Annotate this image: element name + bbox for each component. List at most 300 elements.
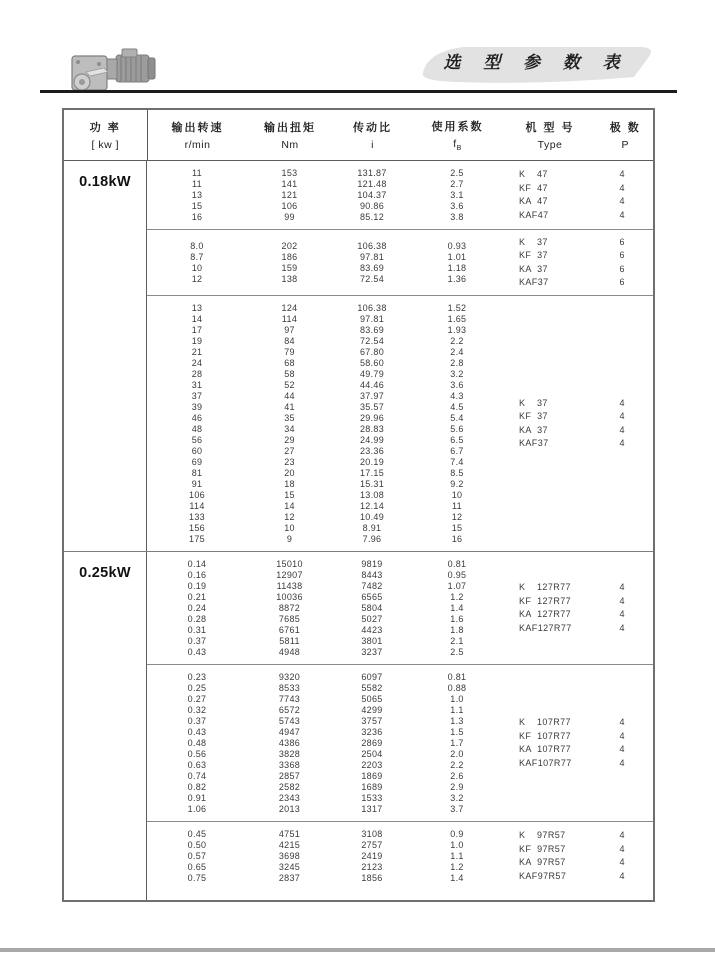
table-row xyxy=(147,782,502,793)
speed-cell: 16 xyxy=(191,211,203,222)
type-row xyxy=(502,871,652,883)
speed-cell: 10 xyxy=(191,262,203,273)
table-row xyxy=(147,592,502,603)
torque-cell: 4751 xyxy=(278,828,301,839)
speed-cell: 0.57 xyxy=(187,850,207,861)
table-row xyxy=(147,479,502,490)
torque-cell: 34 xyxy=(284,423,295,434)
torque-cell: 15 xyxy=(284,489,295,500)
ratio-cell: 2869 xyxy=(361,737,383,748)
ratio-cell: 5065 xyxy=(361,693,383,704)
ratio-cell: 5027 xyxy=(361,613,383,624)
factor-cell: 1.2 xyxy=(450,591,464,602)
model-cell: KA 37 xyxy=(519,424,548,435)
ratio-cell: 12.14 xyxy=(359,500,385,511)
factor-cell: 1.65 xyxy=(447,313,467,324)
factor-cell: 0.88 xyxy=(447,682,467,693)
speed-cell: 0.27 xyxy=(187,693,207,704)
factor-cell: 0.81 xyxy=(447,558,467,569)
table-row xyxy=(147,738,502,749)
col-header-ratio-unit: i xyxy=(371,139,374,151)
data-block xyxy=(147,229,653,295)
speed-cell: 0.82 xyxy=(187,781,207,792)
section-blocks xyxy=(147,161,653,551)
factor-cell: 3.1 xyxy=(450,189,464,200)
factor-cell: 2.7 xyxy=(450,178,464,189)
table-row xyxy=(147,851,502,862)
poles-cell: 6 xyxy=(619,250,625,260)
speed-cell: 19 xyxy=(191,335,203,346)
table-row xyxy=(147,501,502,512)
ratio-cell: 2203 xyxy=(361,759,383,770)
table-row xyxy=(147,190,502,201)
torque-cell: 5811 xyxy=(279,635,300,646)
ratio-cell: 1533 xyxy=(361,792,383,803)
torque-cell: 3368 xyxy=(278,759,301,770)
table-row xyxy=(147,683,502,694)
factor-cell: 3.7 xyxy=(450,803,464,814)
page-header xyxy=(40,36,677,94)
factor-cell: 9.2 xyxy=(450,478,464,489)
ratio-cell: 4423 xyxy=(361,624,383,635)
ratio-cell: 4299 xyxy=(361,704,383,715)
speed-cell: 0.43 xyxy=(187,646,207,657)
ratio-cell: 131.87 xyxy=(357,167,387,178)
type-row xyxy=(502,623,652,635)
ratio-cell: 83.69 xyxy=(359,262,385,273)
factor-cell: 5.4 xyxy=(450,412,464,423)
speed-cell: 39 xyxy=(191,401,203,412)
table-row xyxy=(147,274,502,285)
model-cell: KAF37 xyxy=(519,277,549,287)
factor-cell: 1.3 xyxy=(450,715,464,726)
model-cell: KAF47 xyxy=(519,209,549,220)
factor-cell: 2.2 xyxy=(450,759,464,770)
factor-cell: 12 xyxy=(451,511,463,522)
numeric-rows xyxy=(147,303,502,545)
factor-cell: 2.4 xyxy=(450,346,464,357)
table-row xyxy=(147,446,502,457)
model-cell: KA 37 xyxy=(519,263,548,274)
col-header-poles-unit: P xyxy=(621,139,629,151)
table-row xyxy=(147,694,502,705)
torque-cell: 2582 xyxy=(278,781,301,792)
speed-cell: 13 xyxy=(191,189,203,200)
type-row xyxy=(502,183,652,195)
model-cell: KA 127R77 xyxy=(519,609,572,619)
ratio-cell: 20.19 xyxy=(359,456,385,467)
factor-cell: 8.5 xyxy=(450,467,464,478)
model-cell: KF 37 xyxy=(519,411,548,421)
table-row xyxy=(147,771,502,782)
data-block xyxy=(147,295,653,551)
factor-cell: 6.7 xyxy=(450,445,464,456)
model-cell: KF 37 xyxy=(519,250,548,260)
table-row xyxy=(147,760,502,771)
speed-cell: 11 xyxy=(192,167,202,178)
factor-cell: 1.18 xyxy=(447,262,467,273)
table-row xyxy=(147,636,502,647)
poles-cell: 4 xyxy=(619,182,625,193)
speed-cell: 175 xyxy=(189,533,205,544)
torque-cell: 153 xyxy=(281,167,298,178)
speed-cell: 48 xyxy=(191,423,203,434)
ratio-cell: 7.96 xyxy=(362,533,382,544)
selection-parameter-table xyxy=(62,108,655,902)
ratio-cell: 1856 xyxy=(361,872,383,883)
table-row xyxy=(147,241,502,252)
table-row xyxy=(147,716,502,727)
ratio-cell: 9819 xyxy=(361,558,383,569)
torque-cell: 114 xyxy=(281,313,298,324)
torque-cell: 3828 xyxy=(278,748,301,759)
ratio-cell: 49.79 xyxy=(359,368,385,379)
col-header-power-unit: [ kw ] xyxy=(91,139,119,151)
section-blocks xyxy=(147,552,653,900)
ratio-cell: 104.37 xyxy=(357,189,387,200)
torque-cell: 141 xyxy=(281,178,298,189)
table-row xyxy=(147,413,502,424)
factor-cell: 1.8 xyxy=(450,624,464,635)
model-cell: K 47 xyxy=(519,169,548,179)
ratio-cell: 97.81 xyxy=(359,313,385,324)
ratio-cell: 15.31 xyxy=(359,478,385,489)
factor-cell: 11 xyxy=(452,500,462,511)
torque-cell: 202 xyxy=(281,240,298,251)
power-label: 0.18kW xyxy=(64,161,147,551)
poles-cell: 4 xyxy=(619,196,625,206)
speed-cell: 0.75 xyxy=(187,872,207,883)
torque-cell: 35 xyxy=(284,412,295,423)
ratio-cell: 8443 xyxy=(361,569,383,580)
page-title: 选 型 参 数 表 xyxy=(443,52,629,72)
torque-cell: 7743 xyxy=(278,693,301,704)
table-row xyxy=(147,490,502,501)
data-block xyxy=(147,161,653,229)
table-row xyxy=(147,829,502,840)
torque-cell: 4215 xyxy=(278,839,301,850)
speed-cell: 11 xyxy=(192,178,202,189)
model-cell: KAF107R77 xyxy=(519,757,572,768)
torque-cell: 52 xyxy=(284,379,295,390)
poles-cell: 4 xyxy=(619,424,625,435)
factor-cell: 1.1 xyxy=(450,704,464,715)
poles-cell: 4 xyxy=(619,169,625,179)
ratio-cell: 8.91 xyxy=(362,522,382,533)
ratio-cell: 121.48 xyxy=(357,178,387,189)
type-row xyxy=(502,830,652,842)
type-block xyxy=(502,582,652,634)
torque-cell: 11438 xyxy=(276,580,303,591)
ratio-cell: 3236 xyxy=(361,726,383,737)
table-row xyxy=(147,534,502,545)
table-row xyxy=(147,201,502,212)
table-row xyxy=(147,625,502,636)
factor-cell: 0.93 xyxy=(447,240,467,251)
col-header-torque xyxy=(248,110,333,160)
table-row xyxy=(147,581,502,592)
model-cell: KF 107R77 xyxy=(519,730,572,741)
poles-cell: 4 xyxy=(619,730,625,741)
factor-cell: 2.0 xyxy=(450,748,464,759)
power-label: 0.25kW xyxy=(64,552,147,900)
type-row xyxy=(502,609,652,621)
speed-cell: 69 xyxy=(191,456,203,467)
table-row xyxy=(147,168,502,179)
col-header-factor-symbol: $f_B$ xyxy=(453,137,462,153)
speed-cell: 91 xyxy=(191,478,203,489)
speed-cell: 12 xyxy=(191,273,203,284)
poles-cell: 6 xyxy=(619,263,625,274)
torque-cell: 2343 xyxy=(278,792,301,803)
table-row xyxy=(147,314,502,325)
torque-cell: 2013 xyxy=(278,803,301,814)
col-header-type xyxy=(503,110,598,160)
type-row xyxy=(502,425,652,437)
col-header-poles-zh: 极 数 xyxy=(609,122,641,134)
torque-cell: 10036 xyxy=(276,591,303,602)
table-row xyxy=(147,614,502,625)
speed-cell: 0.19 xyxy=(187,580,207,591)
factor-cell: 0.81 xyxy=(447,671,467,682)
factor-cell: 1.4 xyxy=(450,872,464,883)
speed-cell: 0.24 xyxy=(187,602,207,613)
poles-cell: 4 xyxy=(619,830,625,840)
ratio-cell: 44.46 xyxy=(359,379,385,390)
factor-cell: 3.2 xyxy=(450,792,464,803)
torque-cell: 9320 xyxy=(278,671,301,682)
speed-cell: 37 xyxy=(191,390,203,401)
factor-cell: 2.5 xyxy=(450,646,464,657)
speed-cell: 0.45 xyxy=(187,828,207,839)
torque-cell: 14 xyxy=(284,500,295,511)
table-row xyxy=(147,749,502,760)
ratio-cell: 106.38 xyxy=(357,302,387,313)
speed-cell: 31 xyxy=(191,379,203,390)
poles-cell: 4 xyxy=(619,757,625,768)
table-row xyxy=(147,358,502,369)
torque-cell: 23 xyxy=(284,456,295,467)
torque-cell: 106 xyxy=(281,200,298,211)
ratio-cell: 106.38 xyxy=(357,240,387,251)
speed-cell: 0.56 xyxy=(187,748,207,759)
torque-cell: 124 xyxy=(281,302,298,313)
ratio-cell: 10.49 xyxy=(359,511,385,522)
ratio-cell: 2504 xyxy=(361,748,383,759)
model-cell: KF 127R77 xyxy=(519,595,572,606)
speed-cell: 28 xyxy=(191,368,203,379)
table-row xyxy=(147,325,502,336)
poles-cell: 4 xyxy=(619,870,625,881)
col-header-power xyxy=(64,110,148,160)
poles-cell: 4 xyxy=(619,397,625,408)
ratio-cell: 72.54 xyxy=(359,335,385,346)
factor-cell: 3.2 xyxy=(450,368,464,379)
table-row xyxy=(147,212,502,223)
factor-cell: 2.6 xyxy=(450,770,464,781)
table-row xyxy=(147,468,502,479)
model-cell: KAF127R77 xyxy=(519,622,572,633)
speed-cell: 0.91 xyxy=(187,792,207,803)
torque-cell: 8533 xyxy=(278,682,301,693)
table-row xyxy=(147,457,502,468)
ratio-cell: 13.08 xyxy=(359,489,385,500)
factor-cell: 3.6 xyxy=(450,200,464,211)
type-row xyxy=(502,250,652,262)
speed-cell: 0.43 xyxy=(187,726,207,737)
type-row xyxy=(502,438,652,450)
poles-cell: 6 xyxy=(619,277,625,287)
numeric-rows xyxy=(147,672,502,815)
data-block xyxy=(147,552,653,664)
torque-cell: 44 xyxy=(284,390,295,401)
model-cell: K 127R77 xyxy=(519,582,571,592)
speed-cell: 0.14 xyxy=(187,558,207,569)
table-body xyxy=(64,161,653,900)
torque-cell: 18 xyxy=(284,478,295,489)
title-banner xyxy=(415,40,665,86)
table-row xyxy=(147,672,502,683)
type-block xyxy=(502,717,652,769)
col-header-poles xyxy=(598,110,654,160)
factor-cell: 3.8 xyxy=(450,211,464,222)
factor-cell: 2.5 xyxy=(450,167,464,178)
speed-cell: 0.16 xyxy=(187,569,207,580)
factor-cell: 6.5 xyxy=(450,434,464,445)
speed-cell: 1.06 xyxy=(187,803,207,814)
speed-cell: 156 xyxy=(189,522,205,533)
ratio-cell: 37.97 xyxy=(359,390,385,401)
factor-cell: 1.07 xyxy=(447,580,467,591)
col-header-power-zh: 功 率 xyxy=(89,122,121,134)
poles-cell: 4 xyxy=(619,438,625,448)
gearmotor-logo-icon xyxy=(64,42,164,97)
speed-cell: 14 xyxy=(191,313,203,324)
speed-cell: 21 xyxy=(191,346,203,357)
poles-cell: 4 xyxy=(619,857,625,867)
table-row xyxy=(147,705,502,716)
col-header-type-zh: 机 型 号 xyxy=(525,122,575,134)
data-block xyxy=(147,664,653,821)
torque-cell: 58 xyxy=(284,368,295,379)
speed-cell: 114 xyxy=(189,500,205,511)
factor-cell: 2.8 xyxy=(450,357,464,368)
power-section xyxy=(64,551,653,900)
table-row xyxy=(147,840,502,851)
table-row xyxy=(147,603,502,614)
factor-cell: 16 xyxy=(451,533,463,544)
torque-cell: 6572 xyxy=(278,704,301,715)
data-block xyxy=(147,821,653,890)
factor-cell: 1.36 xyxy=(447,273,467,284)
table-row xyxy=(147,424,502,435)
model-cell: KA 97R57 xyxy=(519,857,566,867)
table-row xyxy=(147,402,502,413)
torque-cell: 4386 xyxy=(278,737,301,748)
col-header-type-unit: Type xyxy=(537,139,563,151)
speed-cell: 0.25 xyxy=(187,682,207,693)
speed-cell: 15 xyxy=(191,200,203,211)
type-row xyxy=(502,264,652,276)
factor-cell: 10 xyxy=(451,489,463,500)
ratio-cell: 24.99 xyxy=(359,434,385,445)
speed-cell: 0.23 xyxy=(187,671,207,682)
model-cell: KAF37 xyxy=(519,438,549,448)
footer-bar xyxy=(0,948,715,953)
table-row xyxy=(147,336,502,347)
factor-cell: 4.3 xyxy=(450,390,464,401)
ratio-cell: 5582 xyxy=(361,682,383,693)
factor-cell: 1.0 xyxy=(450,839,464,850)
speed-cell: 17 xyxy=(191,324,203,335)
torque-cell: 41 xyxy=(284,401,295,412)
ratio-cell: 17.15 xyxy=(359,467,385,478)
speed-cell: 0.28 xyxy=(187,613,207,624)
torque-cell: 97 xyxy=(284,324,295,335)
torque-cell: 159 xyxy=(281,262,298,273)
torque-cell: 2857 xyxy=(278,770,301,781)
torque-cell: 121 xyxy=(281,189,298,200)
torque-cell: 99 xyxy=(284,211,295,222)
poles-cell: 4 xyxy=(619,609,625,619)
factor-cell: 1.7 xyxy=(450,737,464,748)
model-cell: K 107R77 xyxy=(519,717,571,727)
ratio-cell: 97.81 xyxy=(359,251,385,262)
ratio-cell: 5804 xyxy=(361,602,383,613)
table-row xyxy=(147,559,502,570)
torque-cell: 4948 xyxy=(278,646,301,657)
col-header-torque-unit: Nm xyxy=(281,139,299,151)
speed-cell: 81 xyxy=(191,467,203,478)
table-row xyxy=(147,512,502,523)
type-row xyxy=(502,758,652,770)
speed-cell: 8.0 xyxy=(190,240,204,251)
ratio-cell: 58.60 xyxy=(359,357,385,368)
speed-cell: 0.32 xyxy=(187,704,207,715)
table-row xyxy=(147,391,502,402)
ratio-cell: 7482 xyxy=(361,580,383,591)
table-row xyxy=(147,435,502,446)
col-header-speed-zh: 输出转速 xyxy=(171,122,224,134)
table-row xyxy=(147,252,502,263)
poles-cell: 4 xyxy=(619,582,625,592)
factor-cell: 1.0 xyxy=(450,693,464,704)
torque-cell: 15010 xyxy=(276,558,303,569)
ratio-cell: 1869 xyxy=(361,770,383,781)
ratio-cell: 3237 xyxy=(361,646,383,657)
ratio-cell: 85.12 xyxy=(359,211,385,222)
speed-cell: 0.63 xyxy=(187,759,207,770)
model-cell: KAF97R57 xyxy=(519,870,567,881)
table-row xyxy=(147,263,502,274)
power-section xyxy=(64,161,653,551)
torque-cell: 12 xyxy=(284,511,295,522)
poles-cell: 4 xyxy=(619,717,625,727)
type-row xyxy=(502,411,652,423)
type-row xyxy=(502,277,652,289)
table-row xyxy=(147,523,502,534)
speed-cell: 0.65 xyxy=(187,861,207,872)
factor-cell: 1.5 xyxy=(450,726,464,737)
torque-cell: 7685 xyxy=(278,613,301,624)
type-row xyxy=(502,196,652,208)
speed-cell: 0.50 xyxy=(187,839,207,850)
torque-cell: 79 xyxy=(284,346,295,357)
type-row xyxy=(502,210,652,222)
ratio-cell: 28.83 xyxy=(359,423,385,434)
model-cell: K 37 xyxy=(519,397,548,408)
col-header-torque-zh: 输出扭矩 xyxy=(264,122,316,134)
